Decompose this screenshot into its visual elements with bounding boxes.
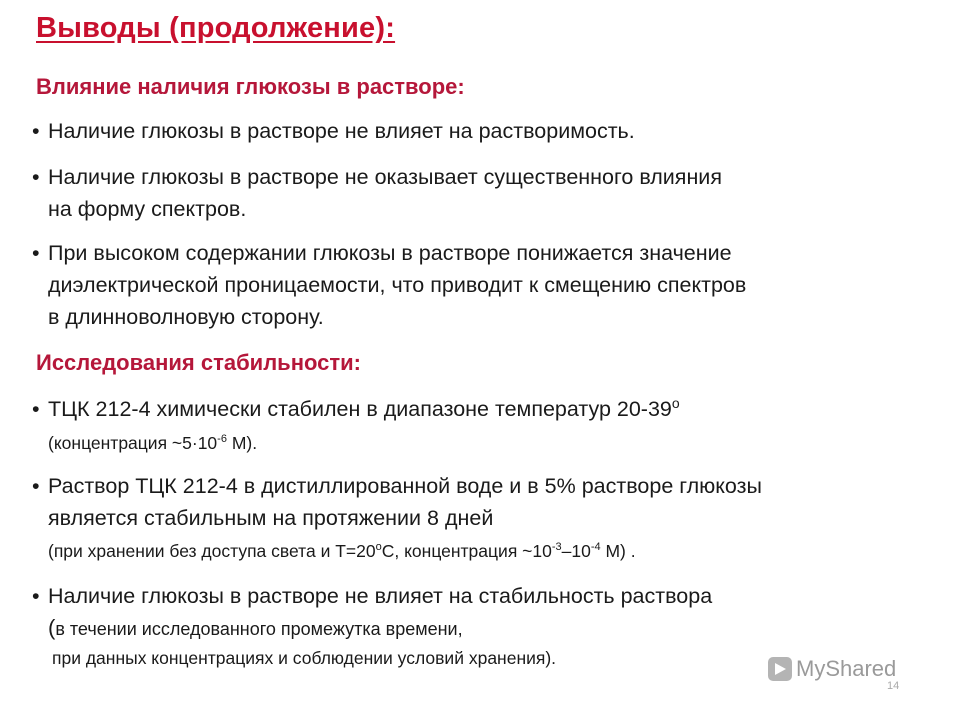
play-icon (768, 657, 792, 681)
bullet-note: при данных концентрациях и соблюдении условий хранения). (52, 648, 557, 668)
bullet-dot: • (32, 241, 40, 265)
bullet-note (48, 615, 463, 641)
open-paren: ( (48, 615, 56, 640)
degree-sup: о (671, 394, 680, 411)
note-text: М). (226, 433, 258, 453)
note-text: (при хранении без доступа света и Т=20 (48, 541, 376, 561)
list-item (32, 580, 712, 612)
list-item (32, 470, 762, 502)
bullet-text: При высоком содержании глюкозы в растворе понижается значение (48, 241, 732, 265)
list-item (32, 161, 722, 193)
exponent: -3 (551, 541, 562, 554)
section-heading-glucose: Влияние наличия глюкозы в растворе: (36, 74, 465, 99)
bullet-continuation: является стабильным на протяжении 8 дней (48, 506, 494, 530)
exponent: -4 (590, 541, 601, 554)
bullet-text: Наличие глюкозы в растворе не влияет на стабильность раствора (48, 584, 713, 608)
bullet-dot: • (32, 165, 40, 189)
section-heading-stability: Исследования стабильности: (36, 350, 361, 375)
note-text: С, концентрация ~10 (381, 541, 552, 561)
degree-sup: о (375, 541, 382, 554)
list-item (32, 115, 635, 147)
bullet-dot: • (32, 119, 40, 143)
note-text: –10 (561, 541, 591, 561)
bullet-continuation: в длинноволновую сторону. (48, 305, 324, 329)
list-item (32, 237, 732, 269)
bullet-note (48, 433, 257, 454)
bullet-dot: • (32, 474, 40, 498)
note-text: в течении исследованного промежутка времени, (55, 619, 463, 639)
page-title: Выводы (продолжение): (36, 12, 396, 44)
watermark-text: MyShared (796, 656, 897, 681)
bullet-dot: • (32, 397, 40, 421)
bullet-text: ТЦК 212-4 химически стабилен в диапазоне температур 20-39 (48, 397, 672, 421)
bullet-continuation: диэлектрической проницаемости, что приводит к смещению спектров (48, 273, 747, 297)
list-item (32, 393, 680, 425)
bullet-text: Наличие глюкозы в растворе не влияет на растворимость. (48, 119, 635, 143)
bullet-dot: • (32, 584, 40, 608)
bullet-text: Наличие глюкозы в растворе не оказывает существенного влияния (48, 165, 722, 189)
page-number: 14 (887, 680, 900, 692)
note-text: (концентрация ~5·10 (48, 433, 218, 453)
watermark (768, 656, 896, 682)
bullet-continuation: на форму спектров. (48, 197, 247, 221)
note-text: М) . (600, 541, 636, 561)
bullet-text: Раствор ТЦК 212-4 в дистиллированной воде и в 5% растворе глюкозы (48, 474, 762, 498)
exponent: -6 (217, 433, 227, 446)
bullet-note (48, 541, 636, 562)
